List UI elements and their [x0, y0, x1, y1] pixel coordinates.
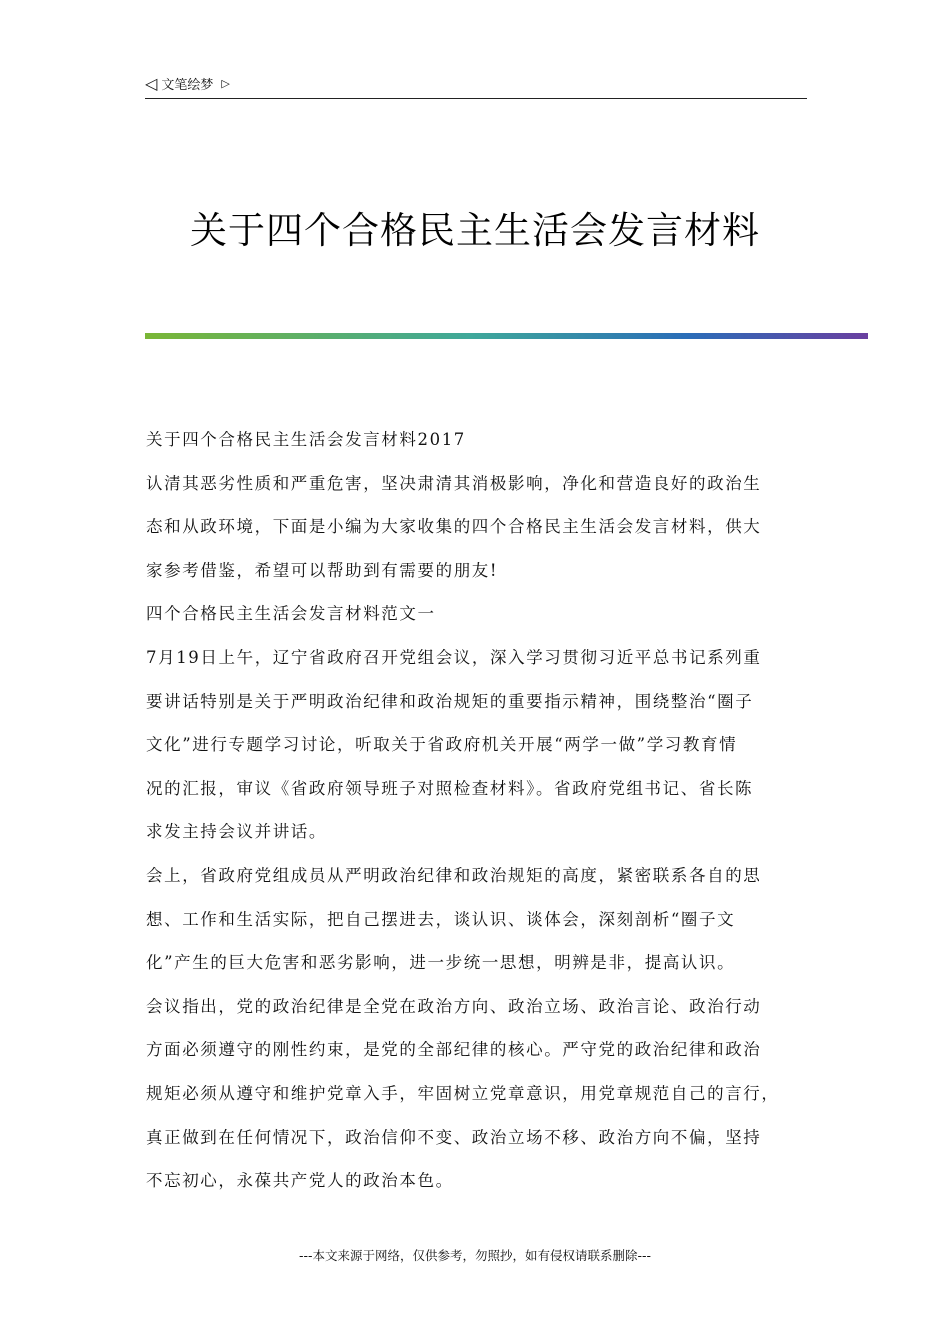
body-line: 规矩必须从遵守和维护党章入手，牢固树立党章意识，用党章规范自己的言行， — [146, 1083, 780, 1103]
body-line: 认清其恶劣性质和严重危害，坚决肃清其消极影响，净化和营造良好的政治生 — [146, 473, 762, 493]
body-line: 求发主持会议并讲话。 — [146, 822, 327, 842]
document-body — [146, 418, 811, 1203]
triangle-right-icon: ▷ — [221, 77, 230, 90]
body-line: 四个合格民主生活会发言材料范文一 — [146, 604, 436, 624]
page-footer-disclaimer: ---本文来源于网络，仅供参考，勿照抄，如有侵权请联系删除--- — [298, 1248, 652, 1263]
title-divider-bar — [145, 333, 868, 339]
brand-label: 文笔绘梦 — [161, 78, 214, 93]
body-line: 态和从政环境，下面是小编为大家收集的四个合格民主生活会发言材料，供大 — [146, 517, 762, 537]
page-header — [145, 72, 807, 99]
body-line: 方面必须遵守的刚性约束，是党的全部纪律的核心。严守党的政治纪律和政治 — [146, 1040, 762, 1060]
body-line: 化”产生的巨大危害和恶劣影响，进一步统一思想，明辨是非，提高认识。 — [146, 953, 736, 973]
body-line: 文化”进行专题学习讨论，听取关于省政府机关开展“两学一做”学习教育情 — [146, 735, 738, 755]
body-line: 要讲话特别是关于严明政治纪律和政治规矩的重要指示精神，围绕整治“圈子 — [146, 691, 754, 711]
body-line: 不忘初心，永葆共产党人的政治本色。 — [146, 1171, 454, 1191]
body-line: 想、工作和生活实际，把自己摆进去，谈认识、谈体会，深刻剖析“圈子文 — [146, 909, 736, 929]
triangle-left-icon: ◁ — [145, 73, 158, 93]
body-line: 家参考借鉴，希望可以帮助到有需要的朋友! — [146, 560, 499, 580]
body-line: 会上，省政府党组成员从严明政治纪律和政治规矩的高度，紧密联系各自的思 — [146, 865, 762, 885]
body-line: 况的汇报，审议《省政府领导班子对照检查材料》。省政府党组书记、省长陈 — [146, 778, 754, 798]
document-title: 关于四个合格民主生活会发言材料 — [190, 209, 760, 252]
body-line: 关于四个合格民主生活会发言材料2017 — [146, 430, 466, 449]
body-line: 7月19日上午，辽宁省政府召开党组会议，深入学习贯彻习近平总书记系列重 — [146, 647, 762, 667]
body-line: 真正做到在任何情况下，政治信仰不变、政治立场不移、政治方向不偏，坚持 — [146, 1127, 762, 1147]
body-line: 会议指出，党的政治纪律是全党在政治方向、政治立场、政治言论、政治行动 — [146, 996, 762, 1016]
header-brand — [145, 74, 230, 93]
